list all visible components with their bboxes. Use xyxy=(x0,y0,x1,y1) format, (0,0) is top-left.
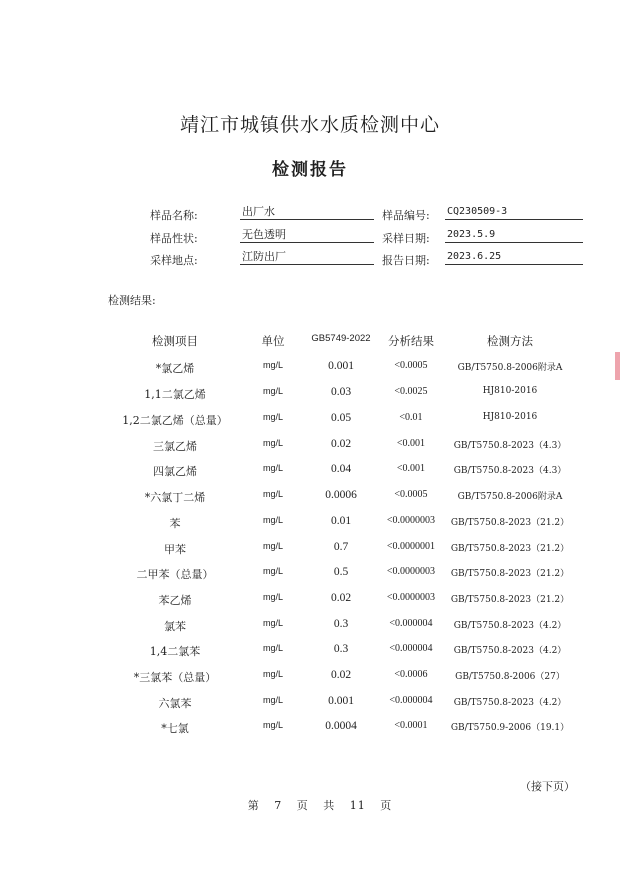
row-result: <0.000004 xyxy=(389,643,433,654)
organization-name: 靖江市城镇供水水质检测中心 xyxy=(179,114,440,136)
row-unit: mg/L xyxy=(262,360,283,370)
table-row xyxy=(0,463,620,483)
row-method: GB/T5750.8-2023（21.2） xyxy=(450,544,570,554)
page-footer xyxy=(0,797,620,813)
seal-edge-mark xyxy=(615,352,620,380)
row-method: GB/T5750.8-2023（4.2） xyxy=(453,621,567,631)
row-item: *六氯丁二烯 xyxy=(144,491,206,504)
sample-name-value: 出厂水 xyxy=(240,204,374,220)
row-unit: mg/L xyxy=(262,669,283,679)
table-row xyxy=(0,566,620,586)
report-date-label: 报告日期: xyxy=(382,254,430,267)
header-unit: 单位 xyxy=(261,334,285,348)
row-result: <0.0005 xyxy=(394,360,428,371)
page-number: 7 xyxy=(274,799,283,812)
row-item: 氯苯 xyxy=(164,620,186,633)
page-word: 页 xyxy=(296,799,309,812)
row-limit: 0.04 xyxy=(330,463,352,475)
total-pages: 11 xyxy=(349,799,366,812)
row-unit: mg/L xyxy=(262,695,283,705)
header-limit: GB5749-2022 xyxy=(311,333,371,344)
row-limit: 0.03 xyxy=(330,386,352,398)
row-result: <0.0000003 xyxy=(386,592,436,603)
table-row xyxy=(0,541,620,561)
sampling-date-value: 2023.5.9 xyxy=(445,227,583,243)
row-item: 二甲苯（总量） xyxy=(136,568,214,581)
row-limit: 0.001 xyxy=(328,695,354,707)
header-item: 检测项目 xyxy=(152,334,198,348)
row-result: <0.0000001 xyxy=(386,541,436,552)
report-title: 检测报告 xyxy=(272,160,348,180)
table-row xyxy=(0,720,620,740)
table-row xyxy=(0,643,620,663)
row-item: *三氯苯（总量） xyxy=(133,671,217,684)
sample-nature-value: 无色透明 xyxy=(240,227,374,243)
row-item: *七氯 xyxy=(161,722,189,735)
row-result: <0.000004 xyxy=(389,695,433,706)
table-row xyxy=(0,618,620,638)
row-item: 苯 xyxy=(169,517,181,530)
row-item: 1,1二氯乙烯 xyxy=(144,388,206,401)
row-limit: 0.3 xyxy=(333,643,349,655)
row-unit: mg/L xyxy=(262,489,283,499)
header-result: 分析结果 xyxy=(388,334,434,348)
row-item: 四氯乙烯 xyxy=(153,465,197,478)
row-limit: 0.02 xyxy=(330,592,352,604)
row-method: GB/T5750.8-2023（21.2） xyxy=(450,518,570,528)
row-method: GB/T5750.8-2006（27） xyxy=(455,672,565,682)
header-method: 检测方法 xyxy=(487,334,533,348)
table-row xyxy=(0,360,620,380)
sample-number-label: 样品编号: xyxy=(382,209,430,222)
page-prefix: 第 xyxy=(247,799,260,812)
total-prefix: 共 xyxy=(323,799,336,812)
table-row xyxy=(0,669,620,689)
row-unit: mg/L xyxy=(262,643,283,653)
row-result: <0.001 xyxy=(396,463,426,474)
row-method: GB/T5750.8-2023（4.3） xyxy=(453,441,567,451)
row-item: 甲苯 xyxy=(164,543,186,556)
row-unit: mg/L xyxy=(262,592,283,602)
row-limit: 0.3 xyxy=(333,618,349,630)
row-item: 1,2二氯乙烯（总量） xyxy=(122,414,228,427)
row-result: <0.0005 xyxy=(394,489,428,500)
table-row xyxy=(0,386,620,406)
row-limit: 0.5 xyxy=(333,566,349,578)
row-method: HJ810-2016 xyxy=(482,412,538,422)
row-method: GB/T5750.8-2006附录A xyxy=(457,492,563,502)
row-unit: mg/L xyxy=(262,412,283,422)
table-row xyxy=(0,412,620,432)
row-unit: mg/L xyxy=(262,386,283,396)
row-method: GB/T5750.9-2006（19.1） xyxy=(450,723,570,733)
sample-number-value: CQ230509-3 xyxy=(445,204,583,220)
row-unit: mg/L xyxy=(262,463,283,473)
row-unit: mg/L xyxy=(262,720,283,730)
row-unit: mg/L xyxy=(262,566,283,576)
row-method: GB/T5750.8-2023（4.2） xyxy=(453,698,567,708)
row-result: <0.0000003 xyxy=(386,566,436,577)
continued-note: （接下页） xyxy=(520,780,575,793)
table-row xyxy=(0,515,620,535)
row-result: <0.001 xyxy=(396,438,426,449)
row-result: <0.0006 xyxy=(394,669,428,680)
row-limit: 0.02 xyxy=(330,669,352,681)
row-item: 苯乙烯 xyxy=(158,594,192,607)
total-word: 页 xyxy=(380,799,393,812)
row-result: <0.0000003 xyxy=(386,515,436,526)
row-result: <0.000004 xyxy=(389,618,433,629)
row-unit: mg/L xyxy=(262,515,283,525)
results-label: 检测结果: xyxy=(108,294,156,307)
row-method: GB/T5750.8-2023（4.3） xyxy=(453,466,567,476)
table-row xyxy=(0,489,620,509)
row-unit: mg/L xyxy=(262,438,283,448)
row-method: HJ810-2016 xyxy=(482,386,538,396)
row-unit: mg/L xyxy=(262,541,283,551)
sample-name-label: 样品名称: xyxy=(150,209,198,222)
table-row xyxy=(0,695,620,715)
row-limit: 0.0004 xyxy=(325,720,357,732)
row-limit: 0.0006 xyxy=(325,489,357,501)
row-result: <0.0001 xyxy=(394,720,428,731)
sample-nature-label: 样品性状: xyxy=(150,232,198,245)
row-method: GB/T5750.8-2023（21.2） xyxy=(450,569,570,579)
row-item: 1,4二氯苯 xyxy=(149,645,201,658)
row-method: GB/T5750.8-2023（21.2） xyxy=(450,595,570,605)
row-limit: 0.001 xyxy=(328,360,354,372)
row-item: 六氯苯 xyxy=(158,697,192,710)
sampling-location-label: 采样地点: xyxy=(150,254,198,267)
row-item: *氯乙烯 xyxy=(155,362,195,375)
row-result: <0.0025 xyxy=(394,386,428,397)
row-item: 三氯乙烯 xyxy=(153,440,197,453)
row-result: <0.01 xyxy=(399,412,423,423)
row-limit: 0.01 xyxy=(330,515,352,527)
row-unit: mg/L xyxy=(262,618,283,628)
row-method: GB/T5750.8-2023（4.2） xyxy=(453,646,567,656)
table-row xyxy=(0,438,620,458)
row-limit: 0.05 xyxy=(330,412,352,424)
sampling-date-label: 采样日期: xyxy=(382,232,430,245)
row-limit: 0.7 xyxy=(333,541,349,553)
row-method: GB/T5750.8-2006附录A xyxy=(457,363,563,373)
row-limit: 0.02 xyxy=(330,438,352,450)
sampling-location-value: 江防出厂 xyxy=(240,249,374,265)
report-date-value: 2023.6.25 xyxy=(445,249,583,265)
table-row xyxy=(0,592,620,612)
